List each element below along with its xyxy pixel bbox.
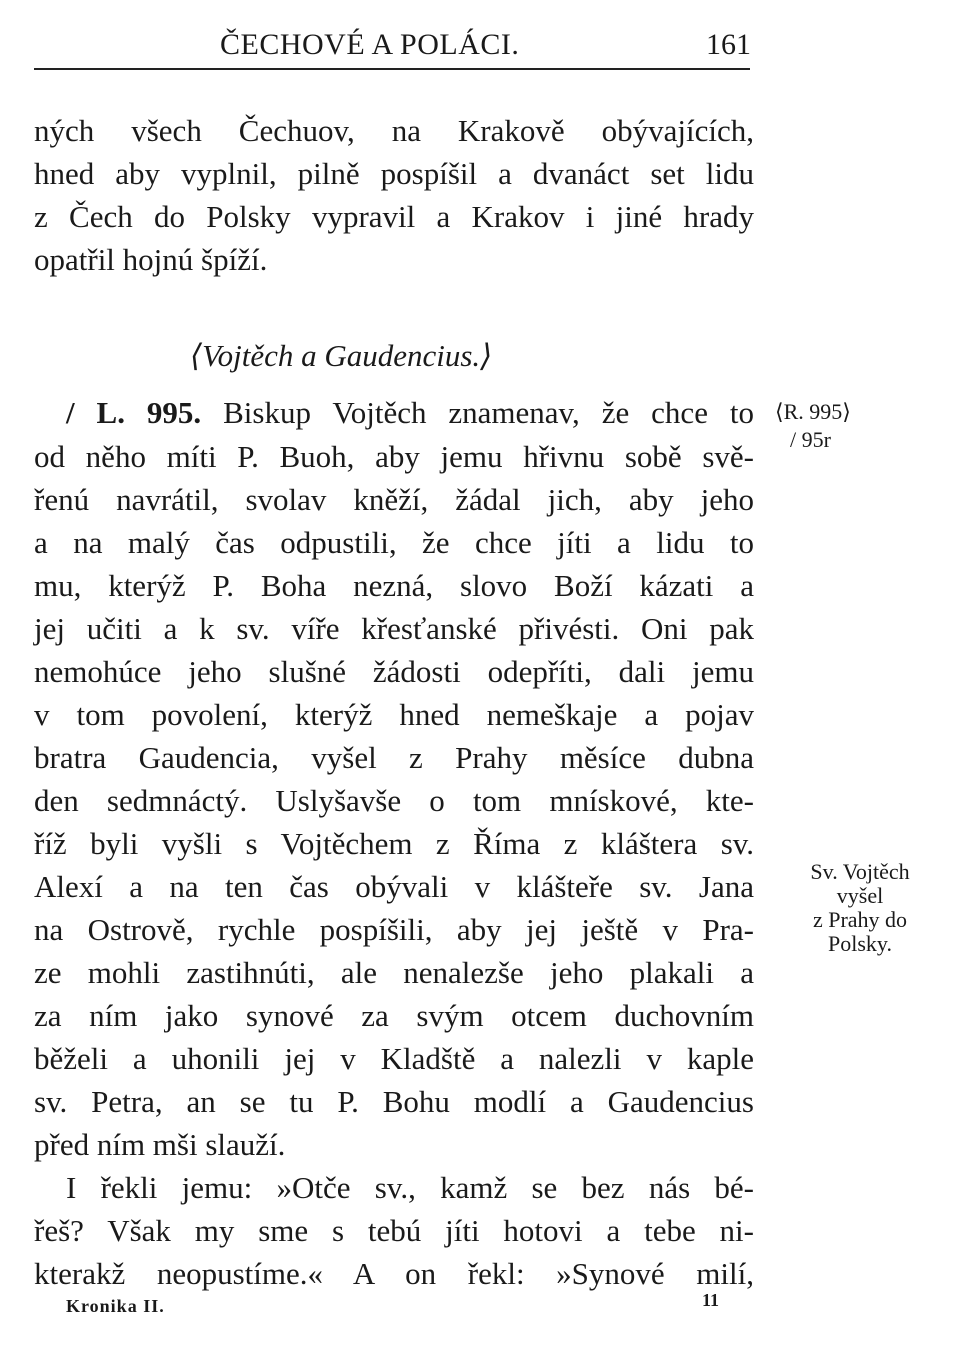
text-line: před ním mši slauží.: [34, 1127, 286, 1162]
text-line: řenú navrátil, svolav kněží, žádal jich, aby jeho: [34, 482, 754, 517]
text-line: od něho míti P. Buoh, aby jemu hřivnu sobě svě-: [34, 439, 754, 474]
footer-signum: 11: [702, 1290, 720, 1310]
footer-signature: Kronika II.: [66, 1296, 165, 1316]
text-line: ze mohli zastihnúti, ale nenalezše jeho plakali a: [34, 955, 754, 990]
running-title: ČECHOVÉ A POLÁCI.: [220, 28, 520, 61]
text-line: říž byli vyšli s Vojtěchem z Říma z kláštera sv.: [34, 826, 754, 861]
text-line: Alexí a na ten čas obývali v klášteře sv. Jana: [34, 869, 754, 904]
text-line: z Čech do Polsky vypravil a Krakov i jiné hrady: [34, 199, 754, 234]
text-line: běželi a uhonili jej v Kladště a nalezli v kaple: [34, 1041, 754, 1076]
margin-note-line: vyšel: [836, 883, 884, 908]
text-line: nemohúce jeho slušné žádosti odepříti, dali jemu: [34, 654, 754, 689]
margin-reference-year: ⟨R. 995⟩: [775, 399, 851, 424]
margin-note-line: z Prahy do: [812, 907, 908, 932]
text-line: ných všech Čechuov, na Krakově obývajících,: [34, 113, 754, 148]
text-line: mu, kterýž P. Boha nezná, slovo Boží kázati a: [34, 568, 754, 603]
text-line: v tom povolení, kterýž hned nemeškaje a pojav: [34, 697, 754, 732]
section-heading: ⟨Vojtěch a Gaudencius.⟩: [190, 338, 493, 373]
margin-reference-folio: / 95r: [790, 427, 831, 452]
page-number: 161: [706, 28, 751, 61]
margin-note-line: Polsky.: [828, 931, 892, 956]
text-line: I řekli jemu: »Otče sv., kamž se bez nás bé-: [66, 1170, 754, 1205]
text-line: bratra Gaudencia, vyšel z Prahy měsíce dubna: [34, 740, 754, 775]
header-rule: [34, 68, 750, 70]
text-line: na Ostrově, rychle pospíšili, aby jej ještě v Pra-: [34, 912, 754, 947]
text-line: den sedmnáctý. Uslyšavše o tom mnískové, kte-: [34, 783, 754, 818]
folio-marker: / L. 995.: [66, 395, 202, 430]
text-line: za ním jako synové za svým otcem duchovním: [34, 998, 754, 1033]
text-line: [66, 392, 754, 434]
text-line: opatřil hojnú špíží.: [34, 242, 268, 277]
text-line: jej učiti a k sv. víře křesťanské přivésti. Oni pak: [34, 611, 754, 646]
paragraph-start: Biskup Vojtěch znamenav, že chce to: [223, 395, 755, 430]
text-line: hned aby vyplnil, pilně pospíšil a dvanáct set lidu: [34, 156, 754, 191]
text-line: sv. Petra, an se tu P. Bohu modlí a Gaudencius: [34, 1084, 754, 1119]
margin-note-line: Sv. Vojtěch: [810, 859, 910, 884]
text-line: kterakž neopustíme.« A on řekl: »Synové milí,: [34, 1256, 754, 1291]
text-line: řeš? Však my sme s tebú jíti hotovi a tebe ni-: [34, 1213, 754, 1248]
text-line: a na malý čas odpustili, že chce jíti a lidu to: [34, 525, 754, 560]
